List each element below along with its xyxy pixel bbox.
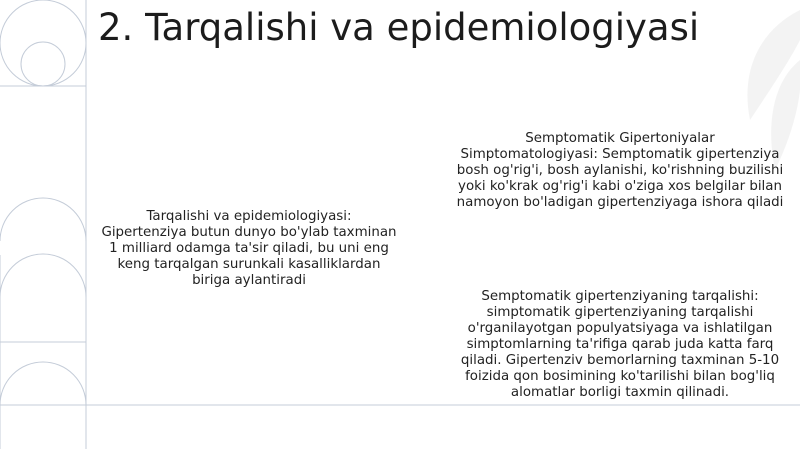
text-block-distribution — [100, 209, 398, 289]
text-block-prevalence — [446, 289, 794, 402]
block-heading: Semptomatik Gipertoniyalar — [525, 131, 715, 146]
block-body: Gipertenziya butun dunyo bo'ylab taxminan 1 milliard odamga ta'sir qiladi, bu uni eng keng tarqalgan surunkali kasalliklardan biriga aylantiradi — [101, 225, 397, 289]
text-block-symptomatology — [446, 131, 794, 211]
block-heading: Tarqalishi va epidemiologiyasi: — [146, 209, 352, 224]
page-title: 2. Tarqalishi va epidemiologiyasi — [98, 6, 700, 49]
block-body: Semptomatik gipertenziyaning tarqalishi: simptomatik gipertenziyaning tarqalishi o'rganilayotgan populyatsiyaga va ishlatilgan simptomlarning ta'rifiga qarab juda katta farq qiladi. Gipertenziv bemorlarning taxminan 5-10 foizida qon bosimining ko'tarilishi bilan bog'liq alomatlar borligi taxmin qilinadi. — [460, 289, 780, 401]
block-body: Simptomatologiyasi: Semptomatik gipertenziya bosh og'rig'i, bosh aylanishi, ko'rishning buzilishi yoki ko'krak og'rig'i kabi o'ziga xos belgilar bilan namoyon bo'ladigan gipertenziyaga ishora qiladi — [456, 147, 784, 211]
